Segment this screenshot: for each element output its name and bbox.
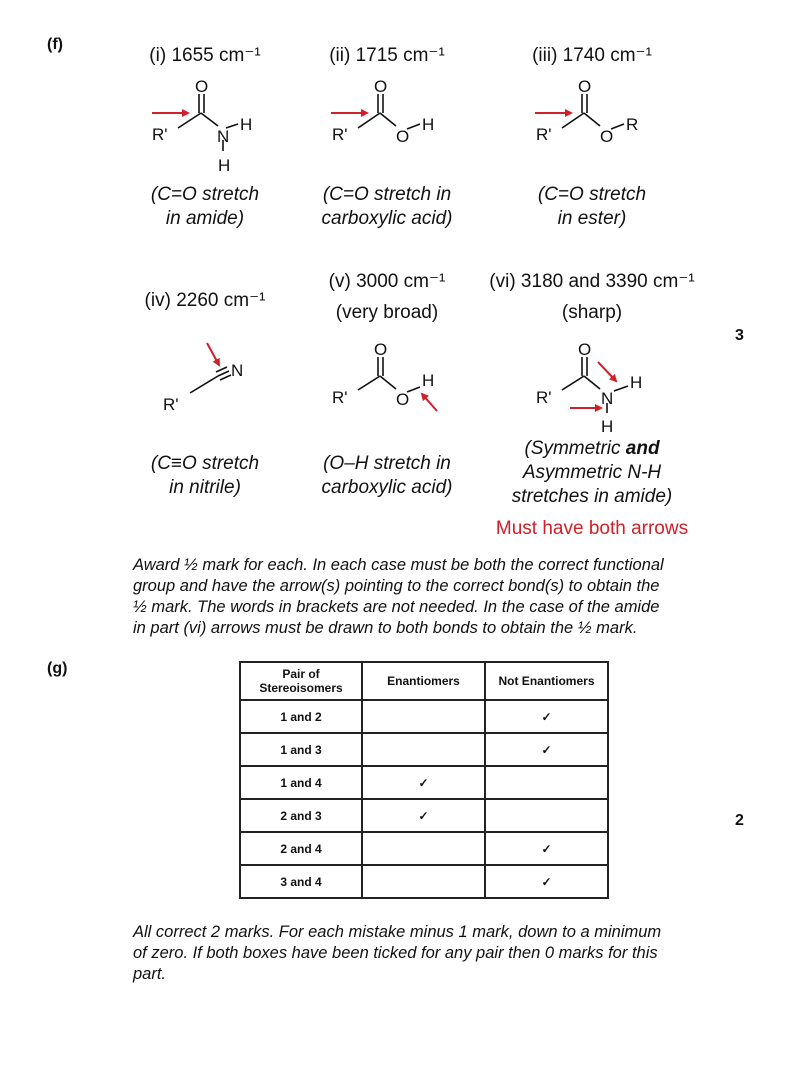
not-enantiomers-cell: ✓ [485, 700, 608, 733]
table-row [240, 700, 608, 733]
atom-o: O [396, 390, 410, 409]
part-g-mark: 2 [735, 812, 744, 829]
caption-text: (Symmetric [524, 438, 626, 459]
atom-h: H [630, 373, 643, 392]
atom-h: H [218, 156, 231, 175]
atom-o: O [578, 77, 592, 96]
note-line: Award ½ mark for each. In each case must be both the correct functional [133, 556, 664, 574]
note-line: All correct 2 marks. For each mistake minus 1 mark, down to a minimum [133, 923, 662, 941]
arrow-iv [207, 343, 219, 365]
table-row [240, 766, 608, 799]
caption-line [467, 437, 717, 461]
pair-cell: 2 and 3 [240, 799, 362, 832]
not-enantiomers-cell [485, 799, 608, 832]
arrow-v [422, 394, 437, 411]
header-not-enantiomers: Not Enantiomers [485, 662, 608, 700]
atom-n: N [217, 127, 230, 146]
pair-cell: 1 and 4 [240, 766, 362, 799]
atom-h: H [422, 115, 435, 134]
table-row [240, 733, 608, 766]
caption-line: in amide) [165, 208, 245, 229]
enantiomers-cell: ✓ [362, 799, 485, 832]
atom-r: R [626, 115, 639, 134]
caption-emphasis: and [625, 438, 660, 459]
table-header-row [240, 662, 608, 700]
item-iv-caption [105, 452, 305, 500]
caption-line: Asymmetric N-H [522, 462, 662, 483]
atom-r-prime: R' [536, 388, 552, 407]
atom-h: H [240, 115, 253, 134]
pair-cell: 1 and 2 [240, 700, 362, 733]
atom-r-prime: R' [332, 388, 348, 407]
enantiomers-cell [362, 832, 485, 865]
item-i-caption [105, 183, 305, 231]
caption-line: (C=O stretch in [322, 184, 452, 205]
enantiomers-cell [362, 700, 485, 733]
atom-h: H [422, 371, 435, 390]
atom-r-prime: R' [536, 125, 552, 144]
not-enantiomers-cell [485, 766, 608, 799]
table-row [240, 832, 608, 865]
enantiomers-cell [362, 865, 485, 898]
atom-o: O [195, 77, 209, 96]
caption-line: (C≡O stretch [150, 453, 260, 474]
header-pair [240, 662, 362, 700]
item-iv-header: (iv) 2260 cm⁻¹ [144, 290, 266, 311]
header-line: Stereoisomers [259, 681, 343, 695]
arrow-vi-a [598, 362, 616, 381]
atom-o: O [396, 127, 410, 146]
header-line: Pair of [282, 667, 320, 681]
part-g-label: (g) [47, 660, 68, 677]
item-ii-caption [287, 183, 487, 231]
not-enantiomers-cell: ✓ [485, 865, 608, 898]
atom-r-prime: R' [152, 125, 168, 144]
item-ii-header: (ii) 1715 cm⁻¹ [329, 45, 445, 66]
atom-h: H [601, 417, 614, 436]
item-vi-caption [467, 437, 717, 509]
caption-line: in ester) [557, 208, 627, 229]
not-enantiomers-cell: ✓ [485, 832, 608, 865]
caption-line: (C=O stretch [537, 184, 647, 205]
caption-line: carboxylic acid) [321, 477, 453, 498]
caption-line: stretches in amide) [511, 486, 673, 507]
stereoisomer-table [239, 661, 609, 899]
caption-line: carboxylic acid) [321, 208, 453, 229]
note-line: of zero. If both boxes have been ticked for any pair then 0 marks for this [133, 944, 658, 962]
marking-note [133, 922, 733, 985]
caption-line: (C=O stretch [150, 184, 260, 205]
part-f-label: (f) [47, 36, 63, 53]
atom-r-prime: R' [332, 125, 348, 144]
award-note [133, 555, 733, 639]
caption-line: (O–H stretch in [323, 453, 451, 474]
header-enantiomers: Enantiomers [362, 662, 485, 700]
item-i-header: (i) 1655 cm⁻¹ [149, 45, 261, 66]
item-iii-header: (iii) 1740 cm⁻¹ [532, 45, 652, 66]
note-line: ½ mark. The words in brackets are not needed. In the case of the amide [133, 598, 660, 616]
atom-n: N [231, 361, 244, 380]
atom-o: O [600, 127, 614, 146]
atom-o: O [374, 340, 388, 359]
enantiomers-cell: ✓ [362, 766, 485, 799]
item-v-caption [287, 452, 487, 500]
note-line: group and have the arrow(s) pointing to the correct bond(s) to obtain the [133, 577, 660, 595]
pair-cell: 3 and 4 [240, 865, 362, 898]
not-enantiomers-cell: ✓ [485, 733, 608, 766]
note-line: in part (vi) arrows must be drawn to both bonds to obtain the ½ mark. [133, 619, 638, 637]
note-line: part. [133, 965, 167, 983]
enantiomers-cell [362, 733, 485, 766]
atom-n: N [601, 389, 614, 408]
item-iii-caption [492, 183, 692, 231]
atom-o: O [578, 340, 592, 359]
atom-r-prime: R' [163, 395, 179, 414]
item-v-header: (v) 3000 cm⁻¹ [328, 271, 446, 292]
must-have-both-arrows-note: Must have both arrows [495, 518, 689, 539]
item-vi-header: (vi) 3180 and 3390 cm⁻¹ [489, 271, 695, 292]
caption-line: in nitrile) [169, 477, 241, 498]
pair-cell: 1 and 3 [240, 733, 362, 766]
item-vi-header-note: (sharp) [561, 302, 623, 323]
table-row [240, 865, 608, 898]
item-v-header-note: (very broad) [335, 302, 439, 323]
atom-o: O [374, 77, 388, 96]
table-row [240, 799, 608, 832]
pair-cell: 2 and 4 [240, 832, 362, 865]
part-f-mark: 3 [735, 327, 744, 344]
